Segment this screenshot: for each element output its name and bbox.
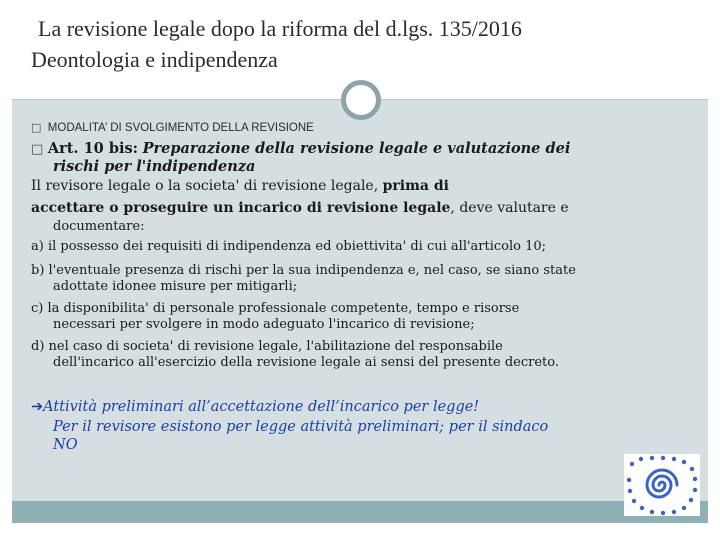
- intro-post: , deve valutare e: [450, 200, 569, 216]
- arrow-right-icon: ➔: [31, 399, 44, 415]
- square-bullet-icon: □: [31, 142, 44, 157]
- article-title-line1: Preparazione della revisione legale e valutazione dei: [142, 140, 571, 157]
- note-line1: Per il revisore esistono per legge attività preliminari; per il sindaco: [53, 419, 549, 435]
- intro-line1: [31, 178, 449, 194]
- note-headline-text: Attività preliminari all’accettazione dell’incarico per legge!: [43, 399, 480, 415]
- slide-subtitle: Deontologia e indipendenza: [31, 47, 278, 72]
- spiral-logo-icon: [624, 454, 700, 516]
- footer-bar: [12, 501, 708, 523]
- intro-bold-1: prima di: [382, 178, 449, 194]
- intro-line2: [31, 200, 569, 216]
- list-item-d: d) nel caso di societa' di revisione legale, l'abilitazione del responsabile: [31, 339, 503, 354]
- note-line2: NO: [53, 437, 78, 453]
- list-item-a: a) il possesso dei requisiti di indipendenza ed obiettivita' di cui all'articolo 10;: [31, 239, 547, 254]
- list-item-b-cont: adottate idonee misure per mitigarli;: [53, 279, 298, 294]
- article-heading: [31, 140, 570, 157]
- intro-cont: documentare:: [53, 219, 145, 234]
- list-item-b: b) l'eventuale presenza di rischi per la sua indipendenza e, nel caso, se siano state: [31, 263, 576, 278]
- slide-title: La revisione legale dopo la riforma del d.lgs. 135/2016: [38, 16, 522, 41]
- note-headline: [31, 399, 479, 415]
- list-item-d-cont: dell'incarico all'esercizio della revisione legale ai sensi del presente decreto.: [53, 355, 559, 370]
- article-number: Art. 10 bis:: [47, 140, 138, 157]
- intro-bold-2: accettare o proseguire un incarico di revisione legale: [31, 200, 451, 216]
- list-item-c-cont: necessari per svolgere in modo adeguato l'incarico di revisione;: [53, 317, 475, 332]
- list-item-c: c) la disponibilita' di personale professionale competente, tempo e risorse: [31, 301, 520, 316]
- article-title-line2: rischi per l'indipendenza: [53, 158, 256, 175]
- section-heading: [31, 121, 314, 134]
- spiral-logo: [624, 454, 700, 516]
- ring-ornament-icon: [341, 80, 381, 120]
- intro-pre: Il revisore legale o la societa' di revisione legale,: [31, 178, 379, 194]
- section-heading-text: MODALITA’ DI SVOLGIMENTO DELLA REVISIONE: [47, 122, 314, 134]
- square-bullet-icon: □: [31, 121, 42, 134]
